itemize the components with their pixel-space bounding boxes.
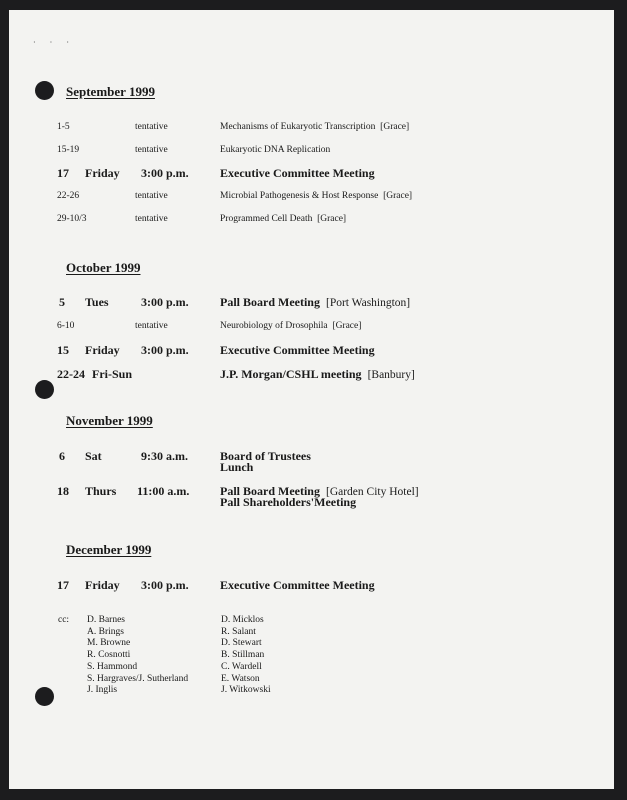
event-status: tentative	[135, 214, 168, 224]
event-title: Pall Board Meeting	[220, 295, 320, 309]
cc-recipient: D. Micklos	[221, 615, 264, 625]
event-title: J.P. Morgan/CSHL meeting	[220, 367, 362, 381]
cc-recipient: R. Salant	[221, 626, 256, 637]
event-status: tentative	[135, 122, 168, 132]
event-date: 22-24	[57, 367, 85, 381]
event-title: Executive Committee Meeting	[220, 166, 375, 180]
cc-list-left	[87, 615, 188, 697]
event-title: Executive Committee Meeting	[220, 343, 375, 357]
cc-label: cc:	[58, 615, 70, 625]
event-date: 6-10	[57, 321, 75, 331]
cc-recipient: D. Barnes	[87, 615, 125, 625]
event-day: Friday	[85, 578, 120, 592]
event-title: Mechanisms of Eukaryotic Transcription	[220, 122, 376, 132]
cc-recipient: R. Cosnotti	[87, 650, 131, 661]
event-date: 17	[57, 578, 69, 592]
cc-recipient: A. Brings	[87, 626, 124, 637]
event-title-line2: Lunch	[220, 460, 254, 474]
month-heading-october: October 1999	[66, 260, 141, 275]
event-day: Friday	[85, 343, 120, 357]
event-time: 3:00 p.m.	[141, 578, 189, 592]
cc-recipient: M. Browne	[87, 638, 131, 649]
cc-recipient: D. Stewart	[221, 638, 262, 649]
event-date: 6	[59, 449, 65, 463]
cc-recipient: E. Watson	[221, 673, 260, 684]
event-location: [Grace]	[332, 321, 362, 331]
event-location: [Grace]	[383, 191, 413, 201]
header-mark: · · ·	[33, 38, 75, 47]
event-day: Tues	[85, 295, 109, 309]
event-title: Executive Committee Meeting	[220, 578, 375, 592]
event-status: tentative	[135, 145, 168, 155]
punch-hole	[35, 380, 54, 399]
event-title: Programmed Cell Death	[220, 214, 313, 224]
cc-list-right	[221, 615, 271, 697]
cc-recipient: J. Witkowski	[221, 685, 271, 696]
event-time: 9:30 a.m.	[141, 449, 188, 463]
punch-hole	[35, 687, 54, 706]
document-page	[9, 10, 614, 789]
event-date: 1-5	[57, 122, 70, 132]
event-location: [Garden City Hotel]	[325, 486, 419, 498]
cc-recipient: S. Hargraves/J. Sutherland	[87, 673, 189, 684]
event-title: Microbial Pathogenesis & Host Response	[220, 191, 379, 201]
event-day: Fri-Sun	[92, 367, 133, 381]
event-day: Friday	[85, 166, 120, 180]
event-title: Eukaryotic DNA Replication	[220, 145, 331, 155]
event-title: Pall Board Meeting	[220, 484, 320, 498]
event-date: 29-10/3	[57, 214, 87, 224]
punch-hole	[35, 81, 54, 100]
event-time: 11:00 a.m.	[137, 484, 190, 498]
cc-recipient: C. Wardell	[221, 661, 262, 672]
month-heading-november: November 1999	[66, 413, 153, 428]
event-title: Neurobiology of Drosophila	[220, 321, 328, 331]
event-date: 15	[57, 343, 69, 357]
event-location: [Grace]	[380, 122, 410, 132]
event-title: Board of Trustees	[220, 449, 311, 463]
event-day: Sat	[85, 449, 102, 463]
event-time: 3:00 p.m.	[141, 343, 189, 357]
cc-recipient: S. Hammond	[87, 661, 138, 672]
event-date: 5	[59, 295, 65, 309]
event-time: 3:00 p.m.	[141, 166, 189, 180]
cc-recipient: B. Stillman	[221, 650, 265, 661]
month-heading-december: December 1999	[66, 542, 152, 557]
event-date: 17	[57, 166, 69, 180]
month-heading-september: September 1999	[66, 84, 155, 99]
event-day: Thurs	[85, 484, 117, 498]
event-location: [Port Washington]	[325, 297, 411, 309]
event-date: 15-19	[57, 145, 80, 155]
event-status: tentative	[135, 321, 168, 331]
event-date: 18	[57, 484, 69, 498]
event-date: 22-26	[57, 191, 80, 201]
event-location: [Banbury]	[367, 369, 415, 381]
event-time: 3:00 p.m.	[141, 295, 189, 309]
event-location: [Grace]	[317, 214, 347, 224]
event-title-line2: Pall Shareholders'Meeting	[220, 495, 357, 509]
cc-recipient: J. Inglis	[87, 685, 118, 696]
event-status: tentative	[135, 191, 168, 201]
